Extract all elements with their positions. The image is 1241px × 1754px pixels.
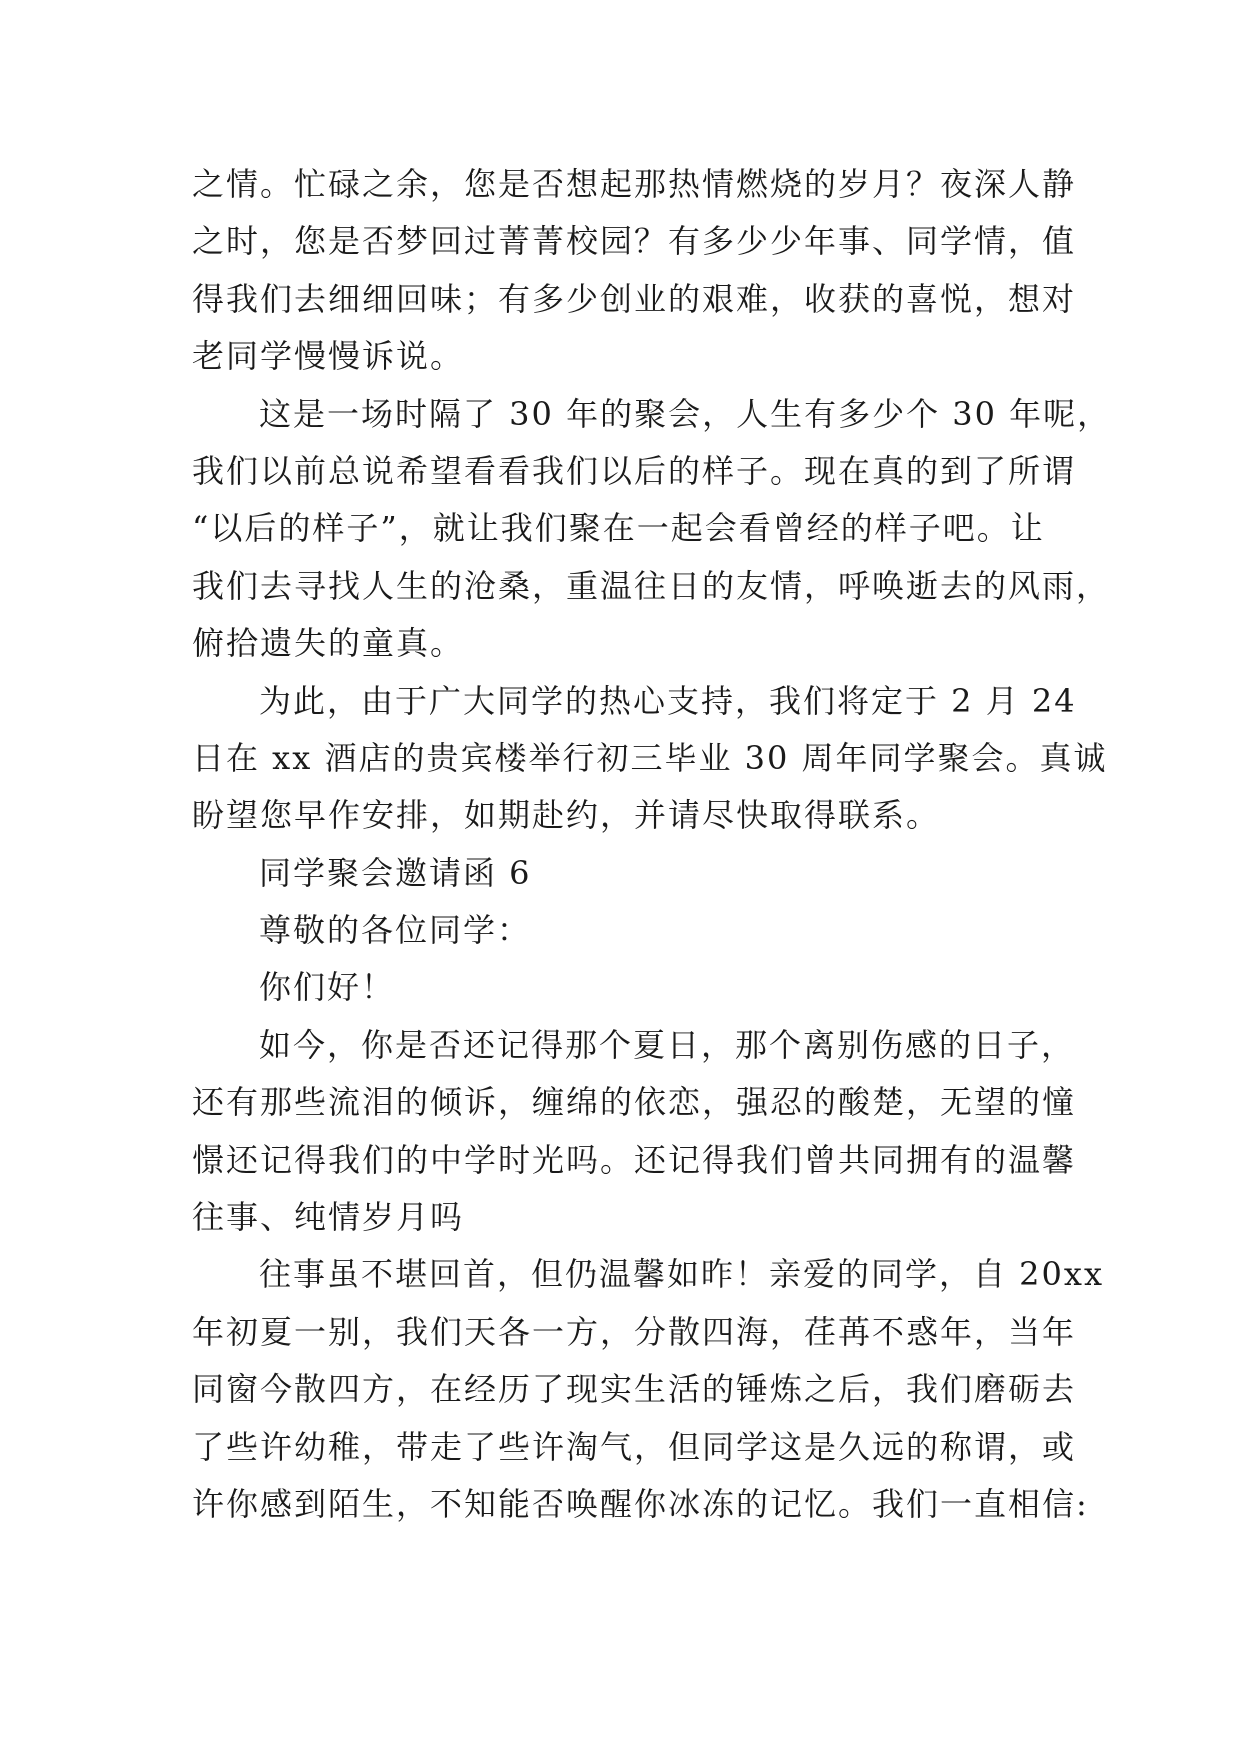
text-line: 之情。忙碌之余，您是否想起那热情燃烧的岁月？夜深人静 [192, 165, 1077, 203]
paragraph-start-line: 往事虽不堪回首，但仍温馨如昨！亲爱的同学，自 20xx [259, 1255, 1104, 1294]
greeting: 你们好！ [259, 968, 396, 1007]
text-line: 了些许幼稚，带走了些许淘气，但同学这是久远的称谓，或 [192, 1427, 1077, 1466]
text-line: 同窗今散四方，在经历了现实生活的锤炼之后，我们磨砺去 [192, 1370, 1077, 1409]
text-line: 日在 xx 酒店的贵宾楼举行初三毕业 30 周年同学聚会。真诚 [192, 738, 1108, 777]
text-line: 我们以前总说希望看看我们以后的样子。现在真的到了所谓 [192, 451, 1077, 490]
text-line: 得我们去细细回味；有多少创业的艰难，收获的喜悦，想对 [192, 279, 1077, 318]
text-line: 憬还记得我们的中学时光吗。还记得我们曾共同拥有的温馨 [192, 1140, 1077, 1179]
text-line: “以后的样子”，就让我们聚在一起会看曾经的样子吧。让 [192, 509, 1045, 548]
section-heading: 同学聚会邀请函 6 [259, 853, 532, 892]
salutation: 尊敬的各位同学： [259, 911, 532, 950]
text-line: 俯拾遗失的童真。 [192, 624, 465, 663]
text-line: 还有那些流泪的倾诉，缠绵的依恋，强忍的酸楚，无望的憧 [192, 1083, 1077, 1122]
text-line: 我们去寻找人生的沧桑，重温往日的友情，呼唤逝去的风雨， [192, 566, 1111, 605]
body-text [192, 156, 1112, 1533]
text-line: 往事、纯情岁月吗 [192, 1198, 465, 1237]
paragraph-start-line: 为此，由于广大同学的热心支持，我们将定于 2 月 24 [259, 681, 1077, 720]
text-line: 之时，您是否梦回过菁菁校园？有多少少年事、同学情，值 [192, 222, 1077, 261]
text-line: 年初夏一别，我们天各一方，分散四海，荏苒不惑年，当年 [192, 1312, 1077, 1351]
text-line: 许你感到陌生，不知能否唤醒你冰冻的记忆。我们一直相信: [192, 1484, 1089, 1523]
text-line: 盼望您早作安排，如期赴约，并请尽快取得联系。 [192, 796, 941, 835]
paragraph-start-line: 这是一场时隔了 30 年的聚会，人生有多少个 30 年呢， [259, 394, 1112, 433]
text-line: 老同学慢慢诉说。 [192, 337, 465, 376]
paragraph-start-line: 如今，你是否还记得那个夏日，那个离别伤感的日子， [259, 1025, 1076, 1064]
